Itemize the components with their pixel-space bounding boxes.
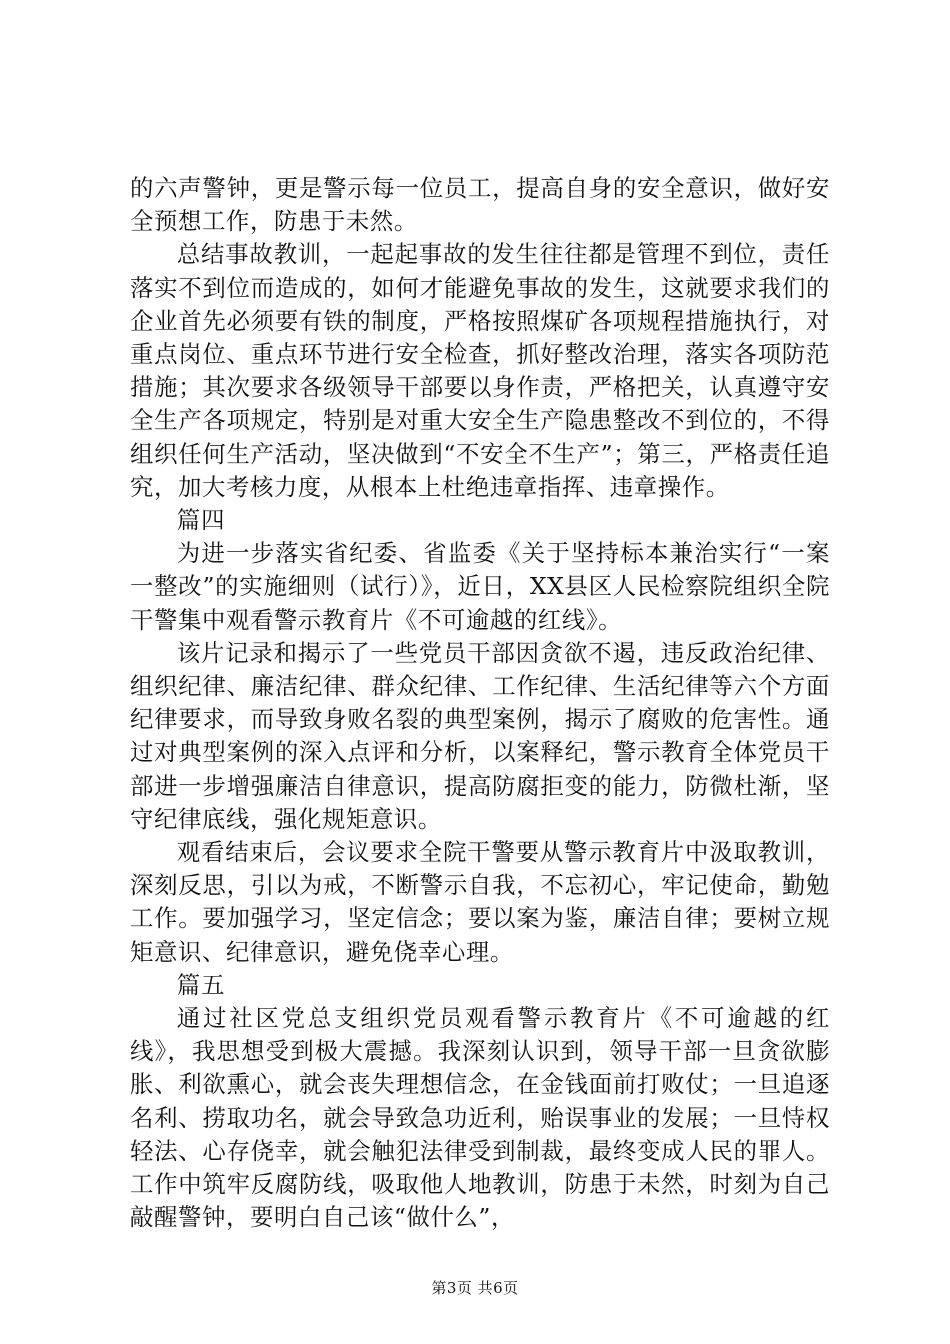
paragraph: 通过社区党总支组织党员观看警示教育片《不可逾越的红线》，我思想受到极大震撼。我深刻认识到，领导干部一旦贪欲膨胀、利欲熏心，就会丧失理想信念，在金钱面前打败仗；一旦追逐名利、捞取功名，就会导致急功近利，贻误事业的发展；一旦恃权轻法、心存侥幸，就会触犯法律受到制裁，最终变成人民的罪人。工作中筑牢反腐防线，吸取他人地教训，防患于未然，时刻为自己敲醒警钟，要明白自己该“做什么”， bbox=[130, 1004, 830, 1232]
page-footer: 第3页 共6页 bbox=[431, 1279, 519, 1297]
paragraph: 该片记录和揭示了一些党员干部因贪欲不遏，违反政治纪律、组织纪律、廉洁纪律、群众纪律、工作纪律、生活纪律等六个方面纪律要求，而导致身败名裂的典型案例，揭示了腐败的危害性。通过对典型案例的深入点评和分析，以案释纪，警示教育全体党员干部进一步增强廉洁自律意识，提高防腐拒变的能力，防微杜渐，坚守纪律底线，强化规矩意识。 bbox=[130, 638, 830, 833]
document-body bbox=[130, 172, 830, 1235]
section-heading: 篇四 bbox=[176, 506, 226, 535]
paragraph: 总结事故教训，一起起事故的发生往往都是管理不到位，责任落实不到位而造成的，如何才能避免事故的发生，这就要求我们的企业首先必须要有铁的制度，严格按照煤矿各项规程措施执行，对重点岗位、重点环节进行安全检查，抓好整改治理，落实各项防范措施；其次要求各级领导干部要以身作责，严格把关，认真遵守安全生产各项规定，特别是对重大安全生产隐患整改不到位的，不得组织任何生产活动，坚决做到“不安全不生产”；第三，严格责任追究，加大考核力度，从根本上杜绝违章指挥、违章操作。 bbox=[130, 240, 830, 501]
paragraph: 观看结束后，会议要求全院干警要从警示教育片中汲取教训，深刻反思，引以为戒，不断警示自我，不忘初心，牢记使命，勤勉工作。要加强学习，坚定信念；要以案为鉴，廉洁自律；要树立规矩意识、纪律意识，避免侥幸心理。 bbox=[130, 838, 830, 966]
section-heading: 篇五 bbox=[176, 970, 226, 999]
paragraph-continued: 的六声警钟，更是警示每一位员工，提高自身的安全意识，做好安全预想工作，防患于未然。 bbox=[130, 174, 830, 236]
paragraph: 为进一步落实省纪委、省监委《关于坚持标本兼治实行“一案一整改”的实施细则（试行）》，近日，XX县区人民检察院组织全院干警集中观看警示教育片《不可逾越的红线》。 bbox=[130, 539, 830, 634]
